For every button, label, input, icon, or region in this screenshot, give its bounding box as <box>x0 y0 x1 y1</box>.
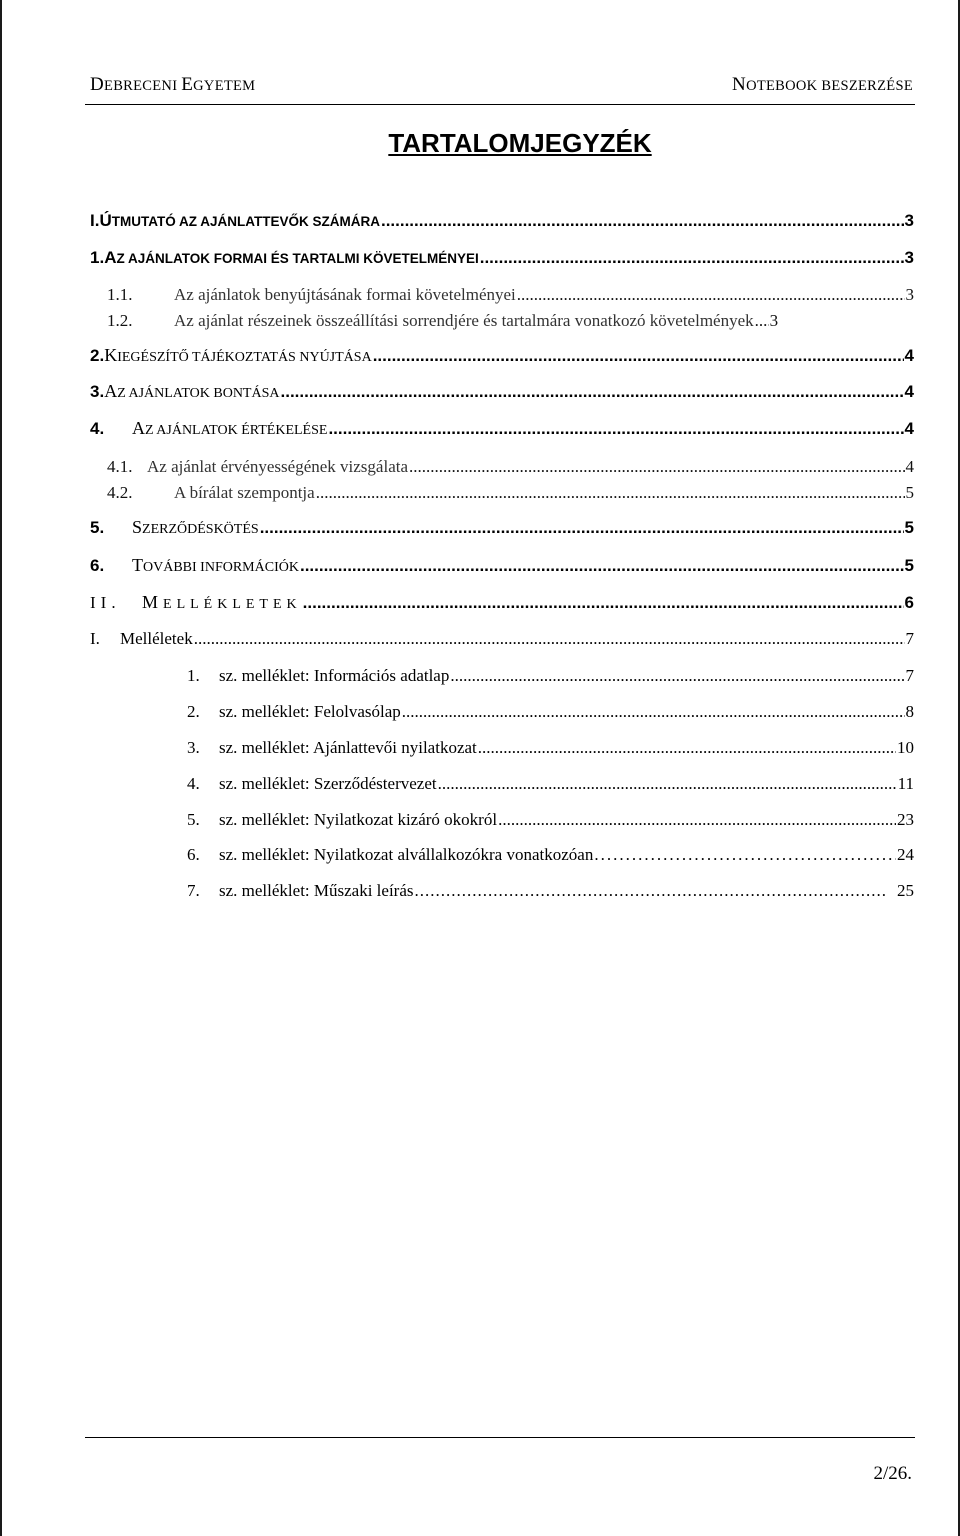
header-right: NOTEBOOK BESZERZÉSE <box>732 74 913 95</box>
toc-entry-2[interactable]: 1. A Z AJÁNLATOK FORMAI ÉS TARTALMI KÖVETELMÉNYEI ..... 3 <box>90 248 914 268</box>
toc-entry-3[interactable]: 1.1. Az ajánlatok benyújtásának formai követelményei ..... 3 <box>107 285 914 305</box>
toc-entry-13[interactable]: I. Melléletek ..... 7 <box>90 629 914 649</box>
toc-entry-19[interactable]: 6. sz. melléklet: Nyilatkozat alvállalkozókra vonatkozóan ..... 24 <box>187 845 914 865</box>
page-border-left <box>0 0 2 1536</box>
toc-entry-1[interactable]: I. Ú TMUTATÓ AZ AJÁNLATTEVŐK SZÁMÁRA ..... 3 <box>90 211 914 231</box>
toc-entry-17[interactable]: 4. sz. melléklet: Szerződéstervezet ..... 11 <box>187 774 914 794</box>
toc-entry-16[interactable]: 3. sz. melléklet: Ajánlattevői nyilatkozat ..... 10 <box>187 738 914 758</box>
toc-entry-7[interactable]: 4. A Z AJÁNLATOK ÉRTÉKELÉSE ..... 4 <box>90 418 914 439</box>
toc-entry-4[interactable]: 1.2. Az ajánlat részeinek összeállítási sorrendjére és tartalmára vonatkozó követelmények ..... 3 <box>107 311 914 331</box>
toc-entry-5[interactable]: 2. K IEGÉSZÍTŐ TÁJÉKOZTATÁS NYÚJTÁSA ..... 4 <box>90 345 914 366</box>
footer-divider <box>85 1437 915 1438</box>
toc-entry-15[interactable]: 2. sz. melléklet: Felolvasólap ..... 8 <box>187 702 914 722</box>
page-number: 2/26. <box>873 1463 912 1484</box>
header-divider <box>85 104 915 105</box>
toc-entry-11[interactable]: 6. T OVÁBBI INFORMÁCIÓK ..... 5 <box>90 555 914 576</box>
toc-entry-12[interactable]: II. M ELLÉKLETEK ..... 6 <box>90 592 914 613</box>
toc-entry-9[interactable]: 4.2. A bírálat szempontja ..... 5 <box>107 483 914 503</box>
toc-entry-14[interactable]: 1. sz. melléklet: Információs adatlap ..... 7 <box>187 666 914 686</box>
toc-entry-8[interactable]: 4.1. Az ajánlat érvényességének vizsgálata ..... 4 <box>107 457 914 477</box>
toc-entry-20[interactable]: 7. sz. melléklet: Műszaki leírás ..... 25 <box>187 881 914 901</box>
toc-entry-18[interactable]: 5. sz. melléklet: Nyilatkozat kizáró okokról ..... 23 <box>187 810 914 830</box>
page-title: TARTALOMJEGYZÉK <box>388 128 652 158</box>
header-left: DEBRECENI EGYETEM <box>90 74 256 95</box>
toc-entry-6[interactable]: 3. A Z AJÁNLATOK BONTÁSA ..... 4 <box>90 381 914 402</box>
toc-entry-10[interactable]: 5. S ZERZŐDÉSKÖTÉS ..... 5 <box>90 517 914 538</box>
